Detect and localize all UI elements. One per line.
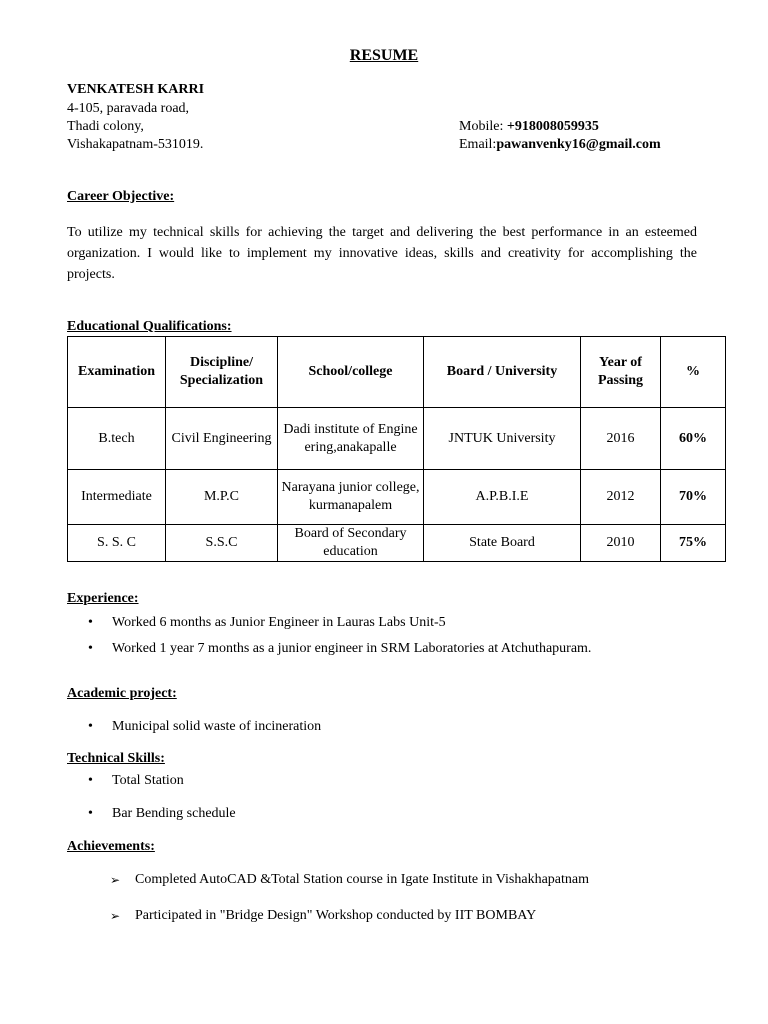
address-line-2: Thadi colony, [67,119,144,134]
cell-discipline: S.S.C [166,525,278,562]
academic-project-item: Municipal solid waste of incineration [112,719,322,734]
table-row [68,470,726,525]
career-objective-text: To utilize my technical skills for achieving the target and delivering the best performance in an esteemed organization. I would like to implement my innovative ideas, skills and creativity for accomplishing the projects. [67,225,697,282]
bullet-icon: • [88,615,93,630]
mobile-label: Mobile: [459,119,507,134]
technical-skills-list [67,772,236,823]
address-line-3: Vishakapatnam-531019. [67,137,204,152]
cell-percent: 70% [661,470,726,525]
email-label: Email: [459,137,497,152]
list-item [67,614,591,632]
education-heading: Educational Qualifications: [67,319,232,334]
email-line [459,136,661,154]
table-row [68,525,726,562]
list-item [67,772,236,790]
cell-board: State Board [424,525,581,562]
list-item [67,718,321,736]
list-item [67,805,236,823]
mobile-line [459,118,599,136]
technical-skill-item: Total Station [112,773,184,788]
header-examination: Examination [68,337,166,408]
cell-year: 2016 [581,408,661,470]
achievements-list [110,871,589,925]
academic-project-list [67,718,321,736]
header-percent: % [661,337,726,408]
resume-title: RESUME [349,47,419,64]
experience-item: Worked 6 months as Junior Engineer in Lauras Labs Unit-5 [112,615,446,630]
list-item [110,907,589,925]
experience-list [67,614,591,658]
experience-item: Worked 1 year 7 months as a junior engineer in SRM Laboratories at Atchuthapuram. [112,641,592,656]
academic-project-heading: Academic project: [67,686,177,701]
mobile-number: +918008059935 [506,119,599,134]
cell-school: Narayana junior college, kurmanapalem [278,470,424,525]
address-line-1: 4-105, paravada road, [67,101,190,116]
header-board: Board / University [424,337,581,408]
header-school: School/college [278,337,424,408]
header-year: Year of Passing [581,337,661,408]
email-address: pawanvenky16@gmail.com [496,137,661,152]
education-header-row [68,337,726,408]
arrow-bullet-icon: ➢ [110,909,121,923]
technical-skills-heading: Technical Skills: [67,751,165,766]
bullet-icon: • [88,719,93,734]
header-discipline: Discipline/ Specialization [166,337,278,408]
education-table [67,336,726,562]
bullet-icon: • [88,641,93,656]
career-objective-heading: Career Objective: [67,189,175,204]
cell-discipline: Civil Engineering [166,408,278,470]
bullet-icon: • [88,773,93,788]
arrow-bullet-icon: ➢ [110,873,121,887]
cell-board: A.P.B.I.E [424,470,581,525]
cell-school: Dadi institute of Engineering,anakapalle [278,408,424,470]
cell-examination: S. S. C [68,525,166,562]
list-item [110,871,589,889]
cell-year: 2010 [581,525,661,562]
table-row [68,408,726,470]
cell-year: 2012 [581,470,661,525]
achievement-item: Participated in "Bridge Design" Workshop conducted by IIT BOMBAY [135,908,537,923]
cell-school: Board of Secondary education [278,525,424,562]
cell-board: JNTUK University [424,408,581,470]
experience-heading: Experience: [67,591,139,606]
achievement-item: Completed AutoCAD &Total Station course in Igate Institute in Vishakhapatnam [135,872,590,887]
cell-percent: 60% [661,408,726,470]
cell-percent: 75% [661,525,726,562]
technical-skill-item: Bar Bending schedule [112,806,236,821]
cell-examination: Intermediate [68,470,166,525]
achievements-heading: Achievements: [67,839,155,854]
cell-examination: B.tech [68,408,166,470]
candidate-name: VENKATESH KARRI [67,82,205,97]
list-item [67,640,591,658]
bullet-icon: • [88,806,93,821]
cell-discipline: M.P.C [166,470,278,525]
